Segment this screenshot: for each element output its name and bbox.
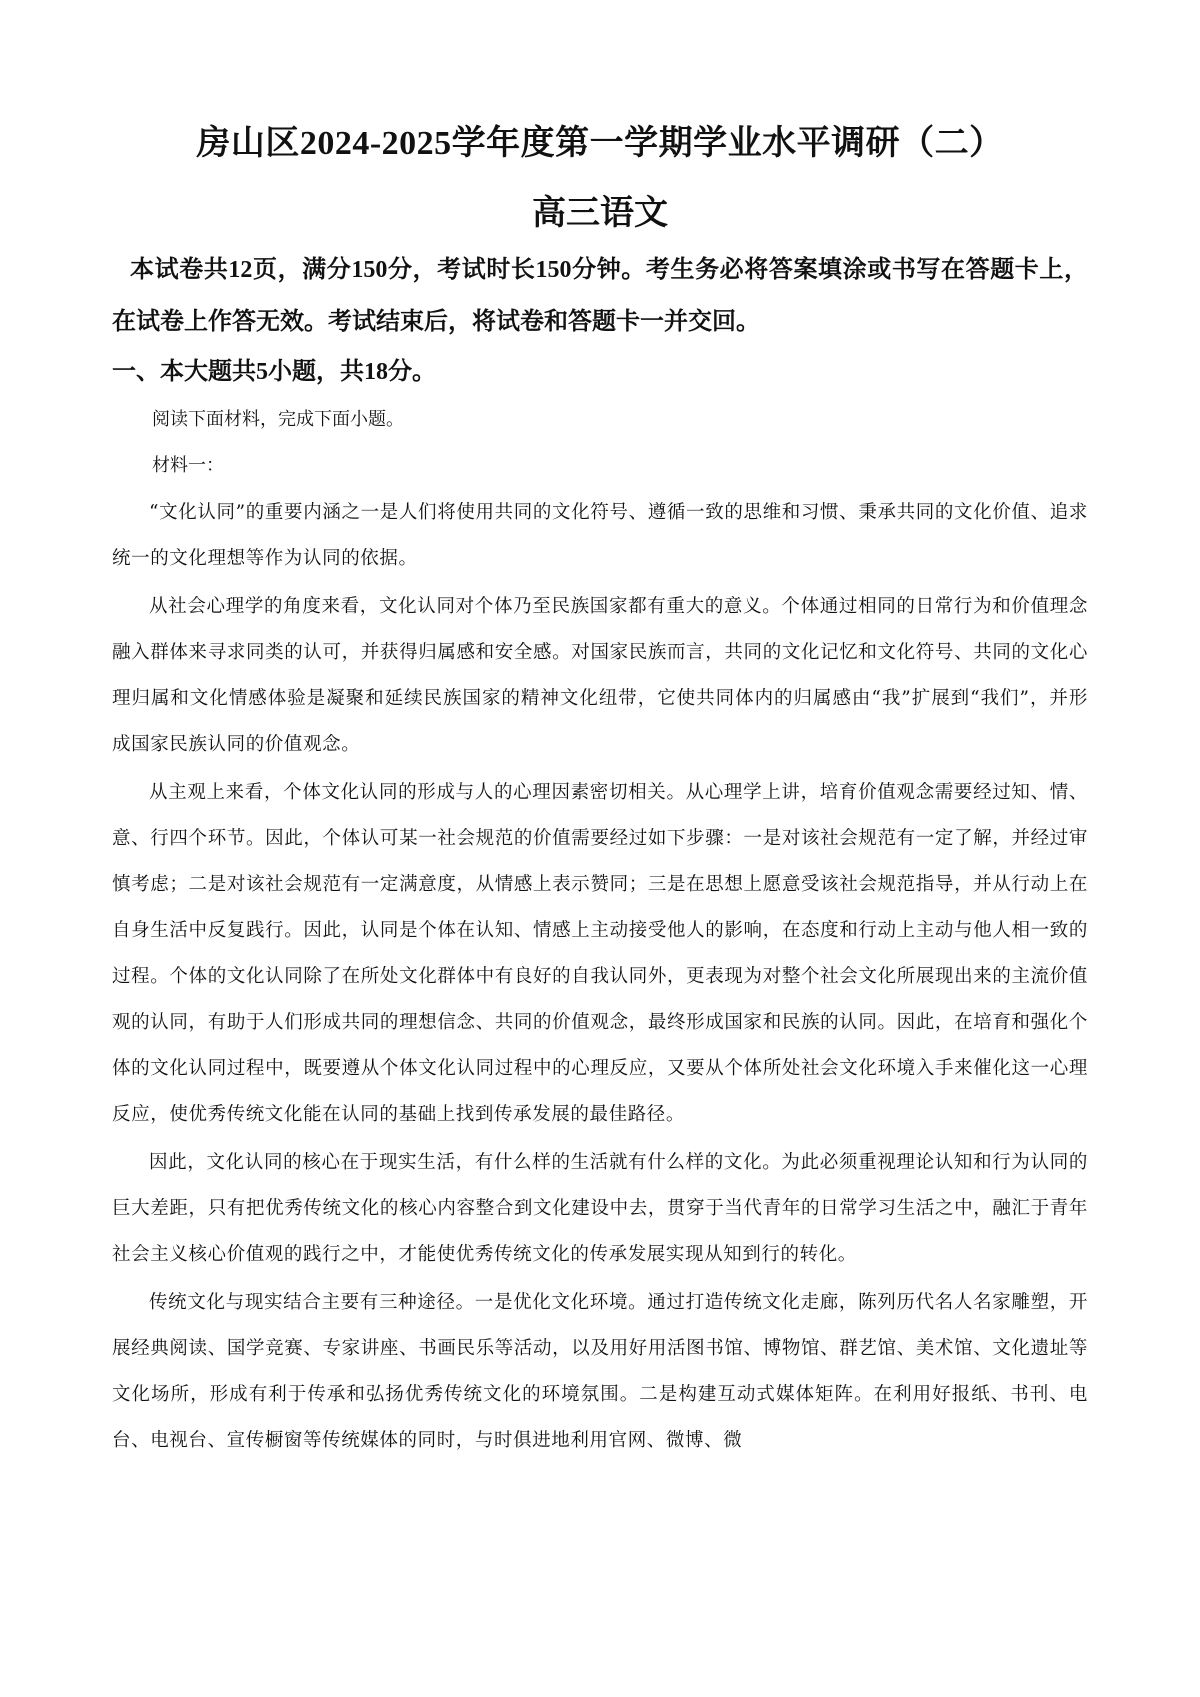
reading-prompt: 阅读下面材料，完成下面小题。	[152, 409, 404, 430]
exam-title: 房山区2024-2025学年度第一学期学业水平调研（二）	[196, 125, 1004, 162]
material-paragraph: “文化认同”的重要内涵之一是人们将使用共同的文化符号、遵循一致的思维和习惯、秉承共同的文化价值、追求统一的文化理想等作为认同的依据。	[112, 502, 1088, 569]
section-heading: 一、本大题共5小题，共18分。	[112, 359, 436, 385]
material-paragraph: 从社会心理学的角度来看，文化认同对个体乃至民族国家都有重大的意义。个体通过相同的日常行为和价值理念融入群体来寻求同类的认可，并获得归属感和安全感。对国家民族而言，共同的文化记忆和文化符号、共同的文化心理归属和文化情感体验是凝聚和延续民族国家的精神文化纽带，它使共同体内的归属感由“我”扩展到“我们”，并形成国家民族认同的价值观念。	[112, 596, 1088, 755]
material-paragraph: 从主观上来看，个体文化认同的形成与人的心理因素密切相关。从心理学上讲，培育价值观念需要经过知、情、意、行四个环节。因此，个体认可某一社会规范的价值需要经过如下步骤：一是对该社会规范有一定了解，并经过审慎考虑；二是对该社会规范有一定满意度，从情感上表示赞同；三是在思想上愿意受该社会规范指导，并从行动上在自身生活中反复践行。因此，认同是个体在认知、情感上主动接受他人的影响，在态度和行动上主动与他人相一致的过程。个体的文化认同除了在所处文化群体中有良好的自我认同外，更表现为对整个社会文化所展现出来的主流价值观的认同，有助于人们形成共同的理想信念、共同的价值观念，最终形成国家和民族的认同。因此，在培育和强化个体的文化认同过程中，既要遵从个体文化认同过程中的心理反应，又要从个体所处社会文化环境入手来催化这一心理反应，使优秀传统文化能在认同的基础上找到传承发展的最佳路径。	[112, 782, 1088, 1125]
material-paragraph: 传统文化与现实结合主要有三种途径。一是优化文化环境。通过打造传统文化走廊，陈列历代名人名家雕塑，开展经典阅读、国学竞赛、专家讲座、书画民乐等活动，以及用好用活图书馆、博物馆、群艺馆、美术馆、文化遗址等文化场所，形成有利于传承和弘扬优秀传统文化的环境氛围。二是构建互动式媒体矩阵。在利用好报纸、书刊、电台、电视台、宣传橱窗等传统媒体的同时，与时俱进地利用官网、微博、微	[112, 1292, 1088, 1451]
material-label: 材料一：	[152, 455, 224, 476]
material-body	[112, 490, 1088, 1464]
subject-title: 高三语文	[532, 195, 668, 232]
material-paragraph: 因此，文化认同的核心在于现实生活，有什么样的生活就有什么样的文化。为此必须重视理论认知和行为认同的巨大差距，只有把优秀传统文化的核心内容整合到文化建设中去，贯穿于当代青年的日常学习生活之中，融汇于青年社会主义核心价值观的践行之中，才能使优秀传统文化的传承发展实现从知到行的转化。	[112, 1152, 1088, 1265]
exam-instructions: 本试卷共12页，满分150分，考试时长150分钟。考生务必将答案填涂或书写在答题卡上，在试卷上作答无效。考试结束后，将试卷和答题卡一并交回。	[112, 257, 1088, 335]
